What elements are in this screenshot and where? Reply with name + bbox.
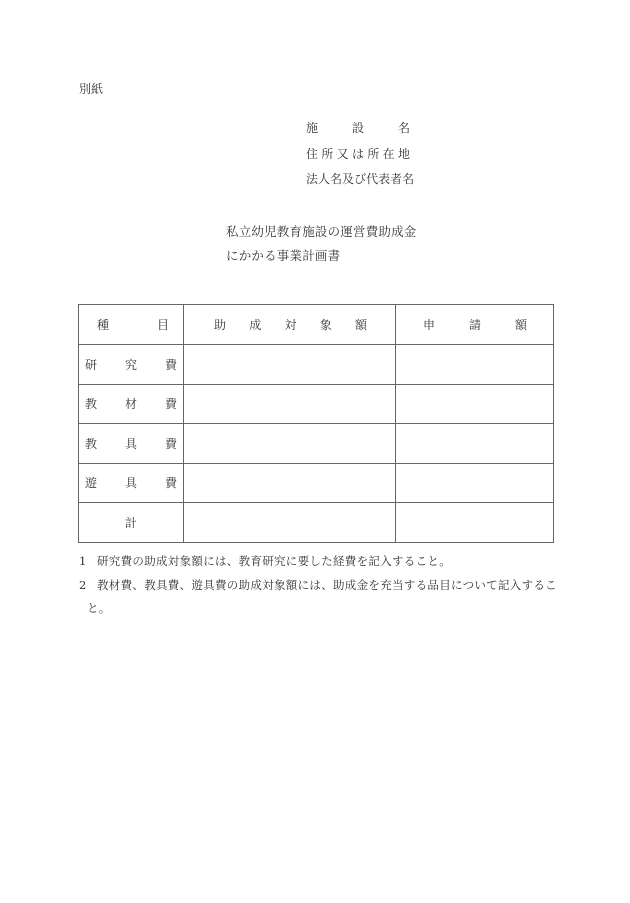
document-title-line-2: にかかる事業計画書 xyxy=(226,248,341,263)
research-subsidy-target-cell[interactable] xyxy=(184,345,396,385)
table-total-row xyxy=(79,503,554,543)
total-requested-cell[interactable] xyxy=(396,503,554,543)
document-title-line-1: 私立幼児教育施設の運営費助成金 xyxy=(226,224,417,239)
table-row xyxy=(79,424,554,464)
facility-name-label: 施 設 名 xyxy=(306,121,410,135)
row-label-total: 計 xyxy=(79,503,184,543)
business-plan-table xyxy=(78,304,554,543)
play-equipment-subsidy-target-cell[interactable] xyxy=(184,463,396,503)
header-subsidy-target-amount: 助 成 対 象 額 xyxy=(184,305,396,345)
address-label: 住 所 又 は 所 在 地 xyxy=(306,147,410,161)
note-2 xyxy=(79,577,557,593)
table-row xyxy=(79,463,554,503)
total-subsidy-target-cell[interactable] xyxy=(184,503,396,543)
header-item-type: 種 目 xyxy=(79,305,184,345)
table-header-row xyxy=(79,305,554,345)
table-row xyxy=(79,345,554,385)
teaching-materials-requested-cell[interactable] xyxy=(396,384,554,424)
teaching-equipment-requested-cell[interactable] xyxy=(396,424,554,464)
teaching-materials-subsidy-target-cell[interactable] xyxy=(184,384,396,424)
row-label-play-equipment: 遊 具 費 xyxy=(79,463,184,503)
teaching-equipment-subsidy-target-cell[interactable] xyxy=(184,424,396,464)
corporation-representative-label: 法 人 名 及 び 代 表 者 名 xyxy=(306,172,415,186)
row-label-teaching-equipment: 教 具 費 xyxy=(79,424,184,464)
table-row xyxy=(79,384,554,424)
note-text: 研究費の助成対象額には、教育研究に要した経費を記入すること。 xyxy=(97,554,451,568)
play-equipment-requested-cell[interactable] xyxy=(396,463,554,503)
note-2-continuation: と。 xyxy=(87,601,111,615)
note-text: 教材費、教具費、遊具費の助成対象額には、助成金を充当する品目について記入するこ xyxy=(97,578,557,592)
row-label-teaching-materials: 教 材 費 xyxy=(79,384,184,424)
row-label-research: 研 究 費 xyxy=(79,345,184,385)
header-requested-amount: 申 請 額 xyxy=(396,305,554,345)
note-1 xyxy=(79,553,451,569)
note-number: 2 xyxy=(79,578,87,592)
research-requested-cell[interactable] xyxy=(396,345,554,385)
note-number: 1 xyxy=(79,554,87,568)
attachment-label: 別紙 xyxy=(79,82,104,96)
